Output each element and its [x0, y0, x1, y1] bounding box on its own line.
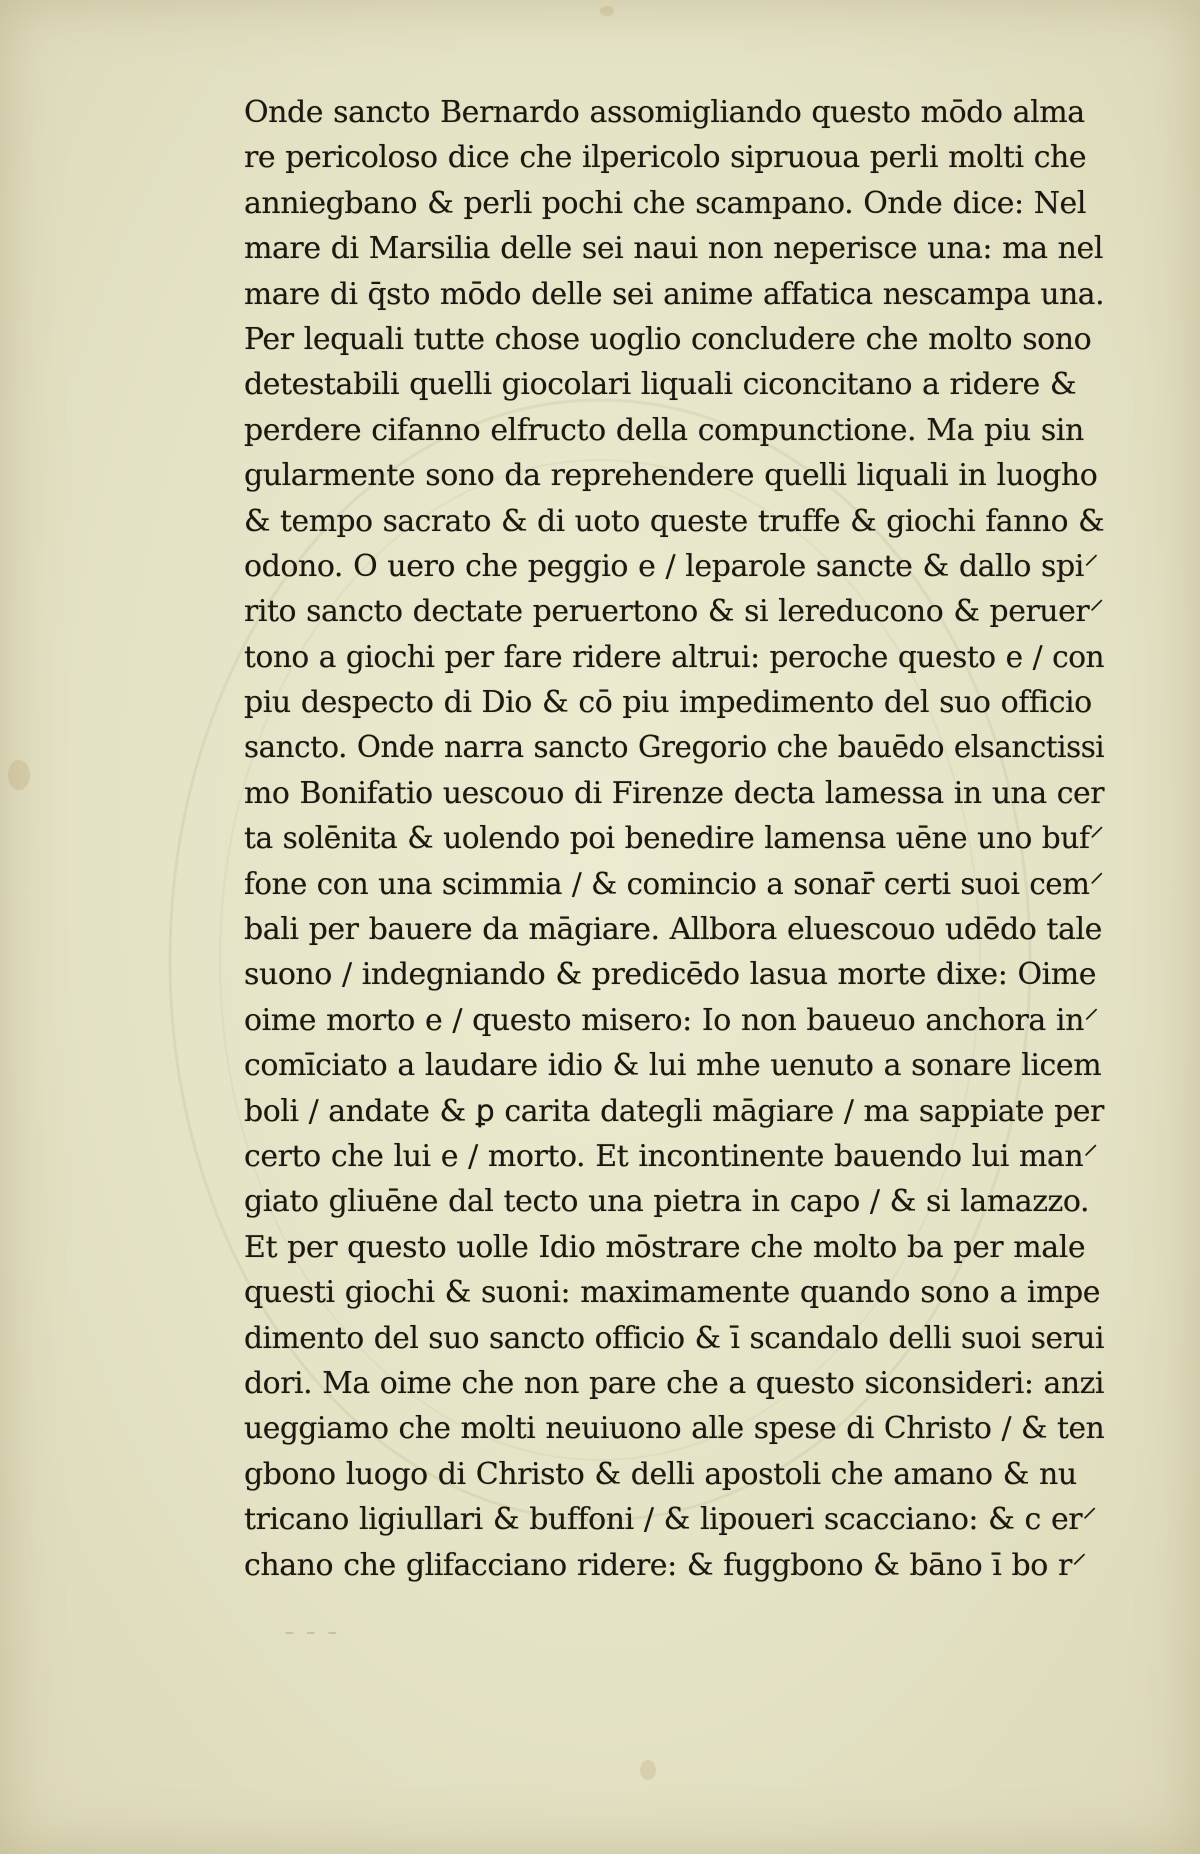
foxing-stain: [640, 1760, 656, 1780]
text-line: & tempo sacrato & di uoto queste truffe & giochi fanno &: [244, 503, 1105, 539]
text-line: mare di q̄sto mōdo delle sei anime affatica nescampa una.: [244, 276, 1105, 312]
foxing-stain: [8, 760, 30, 790]
text-line: questi giochi & suoni: maximamente quando sono a impe: [244, 1275, 1101, 1311]
text-line: gbono luogo di Christo & delli apostoli che amano & nu: [244, 1456, 1077, 1492]
text-line: tricano ligiullari & buffoni / & lipoueri scacciano: & c er⸍: [244, 1502, 1097, 1538]
text-line: dimento del suo sancto officio & ī scandalo delli suoi serui: [244, 1320, 1104, 1356]
text-line: rito sancto dectate peruertono & si lereducono & peruer⸍: [244, 594, 1104, 630]
text-line: comīciato a laudare idio & lui mhe uenuto a sonare licem: [244, 1048, 1102, 1084]
text-line: dori. Ma oime che non pare che a questo siconsideri: anzi: [244, 1365, 1105, 1401]
text-line: piu despecto di Dio & cō piu impedimento del suo officio: [244, 685, 1092, 721]
text-line: chano che glifacciano ridere: & fuggbono & bāno ī bo r⸍: [244, 1547, 1087, 1583]
text-line: mare di Marsilia delle sei naui non neperisce una: ma nel: [244, 231, 1103, 267]
foxing-stain: [600, 6, 614, 16]
text-line: perdere cifanno elfructo della compunctione. Ma piu sin: [244, 412, 1084, 448]
text-line: certo che lui e / morto. Et incontinente bauendo lui man⸍: [244, 1138, 1098, 1174]
text-line: tono a giochi per fare ridere altrui: peroche questo e / con: [244, 639, 1105, 675]
text-line: gularmente sono da reprehendere quelli liquali in luogho: [244, 458, 1098, 494]
body-text: [244, 90, 1104, 1588]
text-line: oime morto e / questo misero: Io non baueuo anchora in⸍: [244, 1002, 1099, 1038]
text-line: boli / andate & ꝑ carita dategli māgiare / ma sappiate per: [244, 1093, 1104, 1129]
footer-marks: ‒ ‒ ‒: [285, 1625, 341, 1641]
text-line: ta solēnita & uolendo poi benedire lamensa uēne uno buf⸍: [244, 821, 1104, 857]
text-line: bali per bauere da māgiare. Allbora eluescouo udēdo tale: [244, 912, 1102, 948]
text-line: Per lequali tutte chose uoglio concludere che molto sono: [244, 321, 1092, 357]
text-line: detestabili quelli giocolari liquali ciconcitano a ridere &: [244, 367, 1077, 403]
text-line: mo Bonifatio uescouo di Firenze decta lamessa in una cer: [244, 775, 1105, 811]
text-line: re pericoloso dice che ilpericolo sipruoua perli molti che: [244, 140, 1087, 176]
text-line: anniegbano & perli pochi che scampano. Onde dice: Nel: [244, 185, 1086, 221]
text-line: Et per questo uolle Idio mōstrare che molto ba per male: [244, 1229, 1086, 1265]
text-line: sancto. Onde narra sancto Gregorio che bauēdo elsanctissi: [244, 730, 1105, 766]
text-line: ueggiamo che molti neuiuono alle spese di Christo / & ten: [244, 1411, 1105, 1447]
text-line: fone con una scimmia / & comincio a sonar̄ certi suoi cem⸍: [244, 866, 1104, 902]
text-line: giato gliuēne dal tecto una pietra in capo / & si lamazzo.: [244, 1184, 1090, 1220]
text-line: odono. O uero che peggio e / leparole sancte & dallo spi⸍: [244, 548, 1099, 584]
text-line: suono / indegniando & predicēdo lasua morte dixe: Oime: [244, 957, 1097, 993]
text-line: Onde sancto Bernardo assomigliando questo mōdo alma: [244, 95, 1085, 130]
